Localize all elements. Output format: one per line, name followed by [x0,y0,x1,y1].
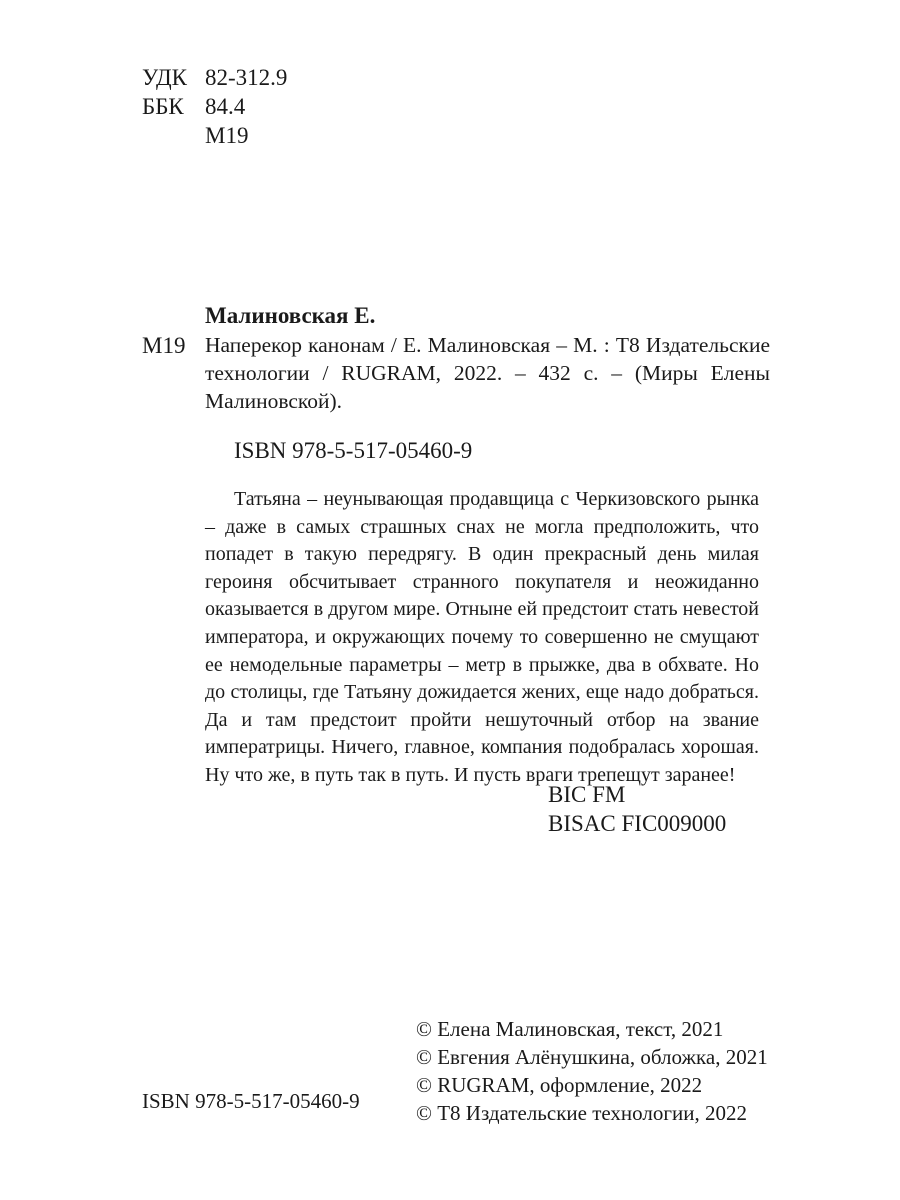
copyright-line: © Елена Малиновская, текст, 2021 [416,1017,724,1041]
bibliography-author: Малиновская Е. [205,303,376,328]
bibliography-description [205,331,770,415]
author-mark-top: М19 [205,123,249,148]
bic-code: BIC FM [548,782,626,807]
bibliography-author-mark: М19 [142,333,186,358]
bbk-value: 84.4 [205,94,246,119]
bibliography-isbn: ISBN 978-5-517-05460-9 [234,438,473,463]
udk-value: 82-312.9 [205,65,288,90]
udk-label: УДК [142,65,187,90]
bibliography-description-text: Наперекор канонам / Е. Малиновская – М. : Т8 Издательские технологии / RUGRAM, 2022. – 432 с. – (Миры Елены Малиновской). [205,333,770,413]
bisac-code: BISAC FIC009000 [548,811,727,836]
copyright-block [416,1015,768,1127]
annotation [205,486,759,790]
footer-isbn: ISBN 978-5-517-05460-9 [142,1089,360,1113]
annotation-text: Татьяна – неунывающая продавщица с Черкизовского рынка – даже в самых страшных снах не могла предположить, что попадет в такую передрягу. В один прекрасный день милая героиня обсчитывает странного покупателя и неожиданно оказывается в другом мире. Отныне ей предстоит стать невестой императора, и окружающих почему то совершенно не смущают ее немодельные параметры – метр в прыжке, два в обхвате. Но до столицы, где Татьяну дожидается жених, еще надо добраться. Да и там предстоит пройти нешуточный отбор на звание императрицы. Ничего, главное, компания подобралась хорошая. Ну что же, в путь так в путь. И пусть враги трепещут заранее! [205,488,759,786]
bbk-label: ББК [142,94,184,119]
copyright-line: © Евгения Алёнушкина, обложка, 2021 [416,1045,768,1069]
copyright-line: © RUGRAM, оформление, 2022 [416,1073,703,1097]
copyright-line: © Т8 Издательские технологии, 2022 [416,1101,747,1125]
